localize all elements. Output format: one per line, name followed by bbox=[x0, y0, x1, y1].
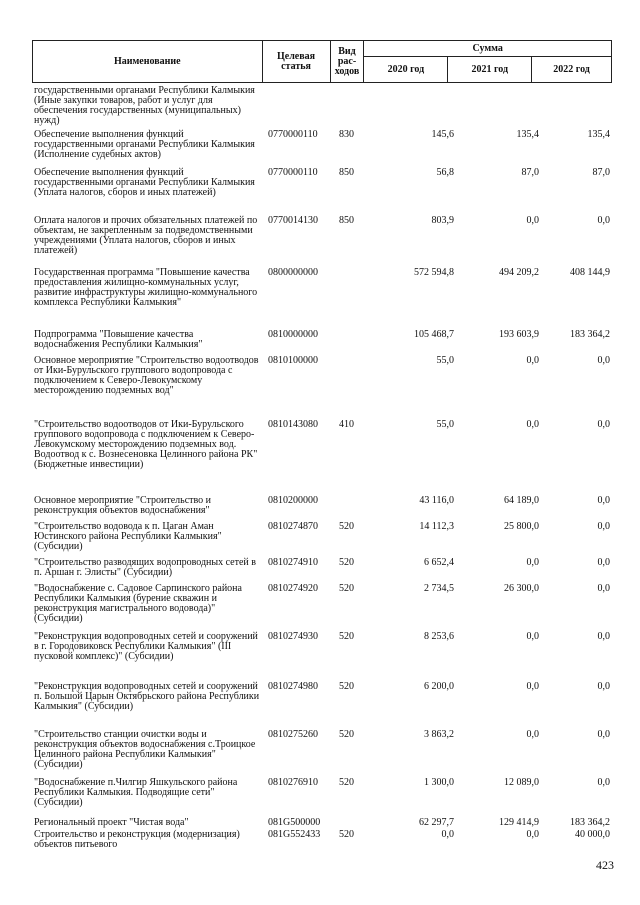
row-value-2022: 40 000,0 bbox=[575, 829, 610, 840]
row-code: 0810274930 bbox=[268, 631, 318, 642]
row-name: "Строительство станции очистки воды и реконструкция объектов водоснабжения с.Троицкое Целинного района Республики Калмыкия" (Субсидии) bbox=[34, 729, 256, 770]
header-name: Наименование bbox=[33, 41, 263, 83]
row-value-2021: 193 603,9 bbox=[499, 329, 539, 340]
row-value-2021: 26 300,0 bbox=[504, 583, 539, 594]
row-vid: 520 bbox=[339, 681, 354, 692]
row-vid: 850 bbox=[339, 167, 354, 178]
table-row bbox=[32, 330, 612, 356]
table-row bbox=[32, 168, 612, 216]
row-name: "Водоснабжение п.Чилгир Яшкульского района Республики Калмыкия. Подводящие сети" (Субсидии) bbox=[34, 777, 238, 808]
row-code: 0810274980 bbox=[268, 681, 318, 692]
row-value-2022: 0,0 bbox=[597, 729, 610, 740]
row-value-2020: 3 863,2 bbox=[424, 729, 454, 740]
row-name: Строительство и реконструкция (модернизация) объектов питьевого bbox=[34, 829, 240, 850]
table-row bbox=[32, 420, 612, 496]
table-body bbox=[32, 86, 612, 854]
page-number: 423 bbox=[596, 858, 614, 872]
row-value-2020: 55,0 bbox=[436, 419, 454, 430]
row-vid: 520 bbox=[339, 557, 354, 568]
row-code: 0770000110 bbox=[268, 129, 318, 140]
row-code: 0810000000 bbox=[268, 329, 318, 340]
row-name: Основное мероприятие "Строительство и реконструкция объектов водоснабжения" bbox=[34, 495, 212, 516]
row-value-2021: 494 209,2 bbox=[499, 267, 539, 278]
row-code: 0810143080 bbox=[268, 419, 318, 430]
row-value-2022: 0,0 bbox=[597, 495, 610, 506]
row-name: Региональный проект "Чистая вода" bbox=[34, 817, 189, 828]
row-value-2021: 12 089,0 bbox=[504, 777, 539, 788]
row-name: "Водоснабжение с. Садовое Сарпинского района Республики Калмыкия (бурение скважин и реконструкция магистрального водовода)" (Субсидии) bbox=[34, 583, 242, 624]
row-name: Оплата налогов и прочих обязательных платежей по объектам, не закрепленным за подведомственными учреждениями (Уплата налогов, сборов и иных платежей) bbox=[34, 215, 258, 256]
row-value-2021: 87,0 bbox=[521, 167, 539, 178]
row-value-2022: 0,0 bbox=[597, 419, 610, 430]
row-name: государственными органами Республики Калмыкия (Иные закупки товаров, работ и услуг для обеспечения государственных (муниципальных) нужд) bbox=[34, 85, 255, 126]
row-value-2022: 135,4 bbox=[587, 129, 610, 140]
row-name: Подпрограмма "Повышение качества водоснабжения Республики Калмыкия" bbox=[34, 329, 203, 350]
row-name: "Строительство водовода к п. Цаган Аман Юстинского района Республики Калмыкия" (Субсидии) bbox=[34, 521, 222, 552]
row-value-2021: 64 189,0 bbox=[504, 495, 539, 506]
row-code: 0800000000 bbox=[268, 267, 318, 278]
row-value-2020: 43 116,0 bbox=[419, 495, 454, 506]
table-row bbox=[32, 730, 612, 778]
row-vid: 410 bbox=[339, 419, 354, 430]
row-name: Основное мероприятие "Строительство водоотводов от Ики-Бурульского группового водопровода с подключением к Северо-Левокумскому месторождению подземных вод" bbox=[34, 355, 259, 396]
row-value-2021: 0,0 bbox=[526, 631, 539, 642]
row-vid: 830 bbox=[339, 129, 354, 140]
row-value-2020: 105 468,7 bbox=[414, 329, 454, 340]
row-value-2021: 0,0 bbox=[526, 829, 539, 840]
row-code: 0810274910 bbox=[268, 557, 318, 568]
table-row bbox=[32, 584, 612, 632]
row-code: 0770000110 bbox=[268, 167, 318, 178]
row-code: 0810275260 bbox=[268, 729, 318, 740]
row-vid: 520 bbox=[339, 829, 354, 840]
row-name: "Реконструкция водопроводных сетей и сооружений п. Большой Царын Октябрьского района Республики Калмыкия" (Субсидии) bbox=[34, 681, 260, 712]
row-name: Обеспечение выполнения функций государственными органами Республики Калмыкия (Уплата налогов, сборов и иных платежей) bbox=[34, 167, 255, 198]
row-value-2021: 25 800,0 bbox=[504, 521, 539, 532]
row-value-2020: 56,8 bbox=[436, 167, 454, 178]
row-value-2020: 572 594,8 bbox=[414, 267, 454, 278]
row-name: "Реконструкция водопроводных сетей и сооружений в г. Городовиковск Республики Калмыкия" (III пусковой комплекс)" (Субсидии) bbox=[34, 631, 258, 662]
row-code: 081G552433 bbox=[268, 829, 321, 840]
row-name: Обеспечение выполнения функций государственными органами Республики Калмыкия (Исполнение судебных актов) bbox=[34, 129, 255, 160]
header-year-2021: 2021 год bbox=[448, 57, 532, 83]
table-row bbox=[32, 216, 612, 268]
row-code: 0810274920 bbox=[268, 583, 318, 594]
row-value-2022: 87,0 bbox=[592, 167, 610, 178]
row-value-2022: 0,0 bbox=[597, 777, 610, 788]
table-row bbox=[32, 778, 612, 818]
table-row bbox=[32, 268, 612, 330]
row-value-2020: 0,0 bbox=[441, 829, 454, 840]
row-value-2022: 0,0 bbox=[597, 631, 610, 642]
row-value-2021: 0,0 bbox=[526, 355, 539, 366]
table-row bbox=[32, 86, 612, 130]
row-value-2022: 0,0 bbox=[597, 557, 610, 568]
row-value-2020: 6 200,0 bbox=[424, 681, 454, 692]
row-value-2020: 55,0 bbox=[436, 355, 454, 366]
row-value-2021: 135,4 bbox=[516, 129, 539, 140]
table-row bbox=[32, 682, 612, 730]
row-value-2020: 6 652,4 bbox=[424, 557, 454, 568]
row-vid: 520 bbox=[339, 583, 354, 594]
row-value-2021: 0,0 bbox=[526, 681, 539, 692]
row-value-2020: 2 734,5 bbox=[424, 583, 454, 594]
row-name: Государственная программа "Повышение качества предоставления жилищно-коммунальных услуг, развитие инфраструктуры жилищно-коммунального комплекса Республики Калмыкия" bbox=[34, 267, 258, 308]
table-row bbox=[32, 356, 612, 420]
row-value-2020: 803,9 bbox=[431, 215, 454, 226]
row-value-2022: 183 364,2 bbox=[570, 329, 610, 340]
row-value-2021: 0,0 bbox=[526, 729, 539, 740]
row-value-2020: 14 112,3 bbox=[419, 521, 454, 532]
row-value-2022: 0,0 bbox=[597, 521, 610, 532]
row-value-2020: 1 300,0 bbox=[424, 777, 454, 788]
row-name: "Строительство водоотводов от Ики-Бурульского группового водопровода с подключением к Северо-Левокумскому месторождению подземных вод. Водоотвод к с. Вознесеновка Целинного района РК" (Бюджетные инвестиции) bbox=[34, 419, 258, 470]
row-value-2022: 0,0 bbox=[597, 583, 610, 594]
row-value-2022: 0,0 bbox=[597, 215, 610, 226]
row-value-2022: 0,0 bbox=[597, 355, 610, 366]
row-value-2022: 408 144,9 bbox=[570, 267, 610, 278]
table-row bbox=[32, 130, 612, 168]
table-row bbox=[32, 522, 612, 558]
header-code: Целевая статья bbox=[262, 41, 330, 83]
row-value-2020: 62 297,7 bbox=[419, 817, 454, 828]
row-vid: 520 bbox=[339, 521, 354, 532]
row-value-2020: 145,6 bbox=[431, 129, 454, 140]
row-vid: 520 bbox=[339, 777, 354, 788]
row-name: "Строительство разводящих водопроводных сетей в п. Аршан г. Элисты" (Субсидии) bbox=[34, 557, 256, 578]
row-value-2022: 0,0 bbox=[597, 681, 610, 692]
row-code: 0810274870 bbox=[268, 521, 318, 532]
row-code: 0810200000 bbox=[268, 495, 318, 506]
table-row bbox=[32, 496, 612, 522]
header-vid: Вид рас-ходов bbox=[330, 41, 364, 83]
row-value-2021: 0,0 bbox=[526, 215, 539, 226]
row-code: 0770014130 bbox=[268, 215, 318, 226]
row-value-2021: 129 414,9 bbox=[499, 817, 539, 828]
row-code: 081G500000 bbox=[268, 817, 321, 828]
header-year-2022: 2022 год bbox=[532, 57, 612, 83]
row-vid: 520 bbox=[339, 631, 354, 642]
row-vid: 520 bbox=[339, 729, 354, 740]
row-vid: 850 bbox=[339, 215, 354, 226]
row-value-2021: 0,0 bbox=[526, 557, 539, 568]
header-sum: Сумма bbox=[364, 41, 612, 57]
row-value-2021: 0,0 bbox=[526, 419, 539, 430]
table-row bbox=[32, 558, 612, 584]
row-code: 0810100000 bbox=[268, 355, 318, 366]
row-value-2020: 8 253,6 bbox=[424, 631, 454, 642]
header-year-2020: 2020 год bbox=[364, 57, 448, 83]
row-value-2022: 183 364,2 bbox=[570, 817, 610, 828]
row-code: 0810276910 bbox=[268, 777, 318, 788]
table-row bbox=[32, 830, 612, 854]
table-row bbox=[32, 632, 612, 682]
table-header bbox=[32, 40, 612, 83]
